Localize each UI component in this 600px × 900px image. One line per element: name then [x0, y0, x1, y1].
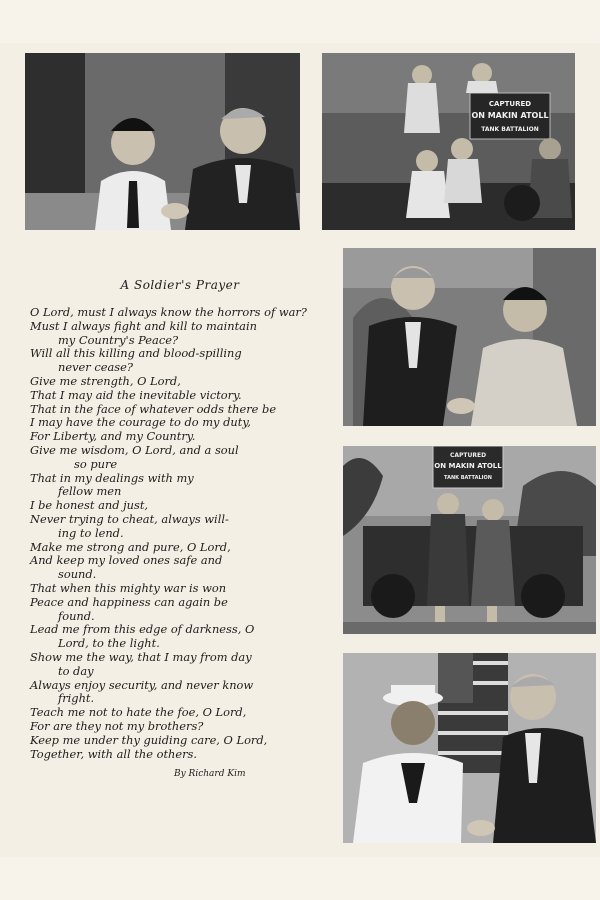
poem-lines: [30, 306, 330, 761]
poem-line: Teach me not to hate the foe, O Lord,: [30, 705, 247, 720]
poem-line: fright.: [58, 691, 95, 706]
poem-line: Make me strong and pure, O Lord,: [30, 539, 231, 554]
poem-line: to day: [58, 663, 94, 678]
poem-line: Never trying to cheat, always will-: [30, 511, 229, 526]
poem-line: ing to lend.: [58, 525, 124, 540]
poem-line: Together, with all the others.: [30, 746, 198, 761]
poem-line: O Lord, must I always know the horrors of war?: [30, 305, 307, 319]
photo-group-on-tank: [322, 53, 575, 230]
poem-line: That I may aid the inevitable victory.: [30, 387, 242, 402]
poem-line: Must I always fight and kill to maintain: [30, 318, 257, 333]
tank-sign-1-line2: ON MAKIN ATOLL: [471, 111, 549, 120]
tank-sign-2-line3: TANK BATTALION: [444, 475, 492, 481]
photo-handshake-student: [25, 53, 300, 230]
tank-sign-2-line1: CAPTURED: [449, 452, 487, 459]
poem-line: Give me wisdom, O Lord, and a soul: [30, 442, 239, 457]
poem-line: Peace and happiness can again be: [30, 594, 228, 609]
poem-line: I may have the courage to do my duty,: [30, 415, 251, 430]
poem-byline: By Richard Kim: [174, 769, 246, 780]
poem-line: sound.: [58, 567, 97, 582]
poem-line: Lord, to the light.: [58, 636, 160, 651]
photo-sailor-handshake: [343, 653, 596, 843]
poem-line: Lead me from this edge of darkness, O: [30, 622, 255, 637]
poem-line: For are they not my brothers?: [30, 718, 204, 733]
poem-line: never cease?: [58, 360, 133, 375]
poem-line: fellow men: [58, 484, 122, 499]
poem-title: A Soldier's Prayer: [120, 278, 240, 292]
poem-line: so pure: [74, 456, 118, 471]
poem-line: my Country's Peace?: [58, 332, 179, 347]
poem-block: [30, 278, 330, 779]
tank-sign-2-line2: ON MAKIN ATOLL: [434, 462, 502, 470]
poem-line: I be honest and just,: [30, 498, 149, 513]
poem-line: That when this mighty war is won: [30, 580, 227, 595]
poem-line: That in my dealings with my: [30, 470, 194, 485]
poem-line: Keep me under thy guiding care, O Lord,: [30, 732, 268, 747]
poem-line: That in the face of whatever odds there be: [30, 401, 277, 416]
photo-handshake-sweater: [343, 248, 596, 426]
poem-line: For Liberty, and my Country.: [30, 429, 196, 444]
tank-sign-1-line1: CAPTURED: [488, 100, 532, 108]
poem-line: And keep my loved ones safe and: [30, 553, 223, 568]
poem-line: found.: [58, 608, 95, 623]
poem-line: Give me strength, O Lord,: [30, 373, 181, 388]
poem-line: Will all this killing and blood-spilling: [30, 346, 242, 361]
poem-line: Always enjoy security, and never know: [30, 677, 254, 692]
poem-line: Show me the way, that I may from day: [30, 649, 252, 664]
photo-women-with-tank: [343, 446, 596, 634]
tank-sign-1-line3: TANK BATTALION: [481, 126, 539, 133]
